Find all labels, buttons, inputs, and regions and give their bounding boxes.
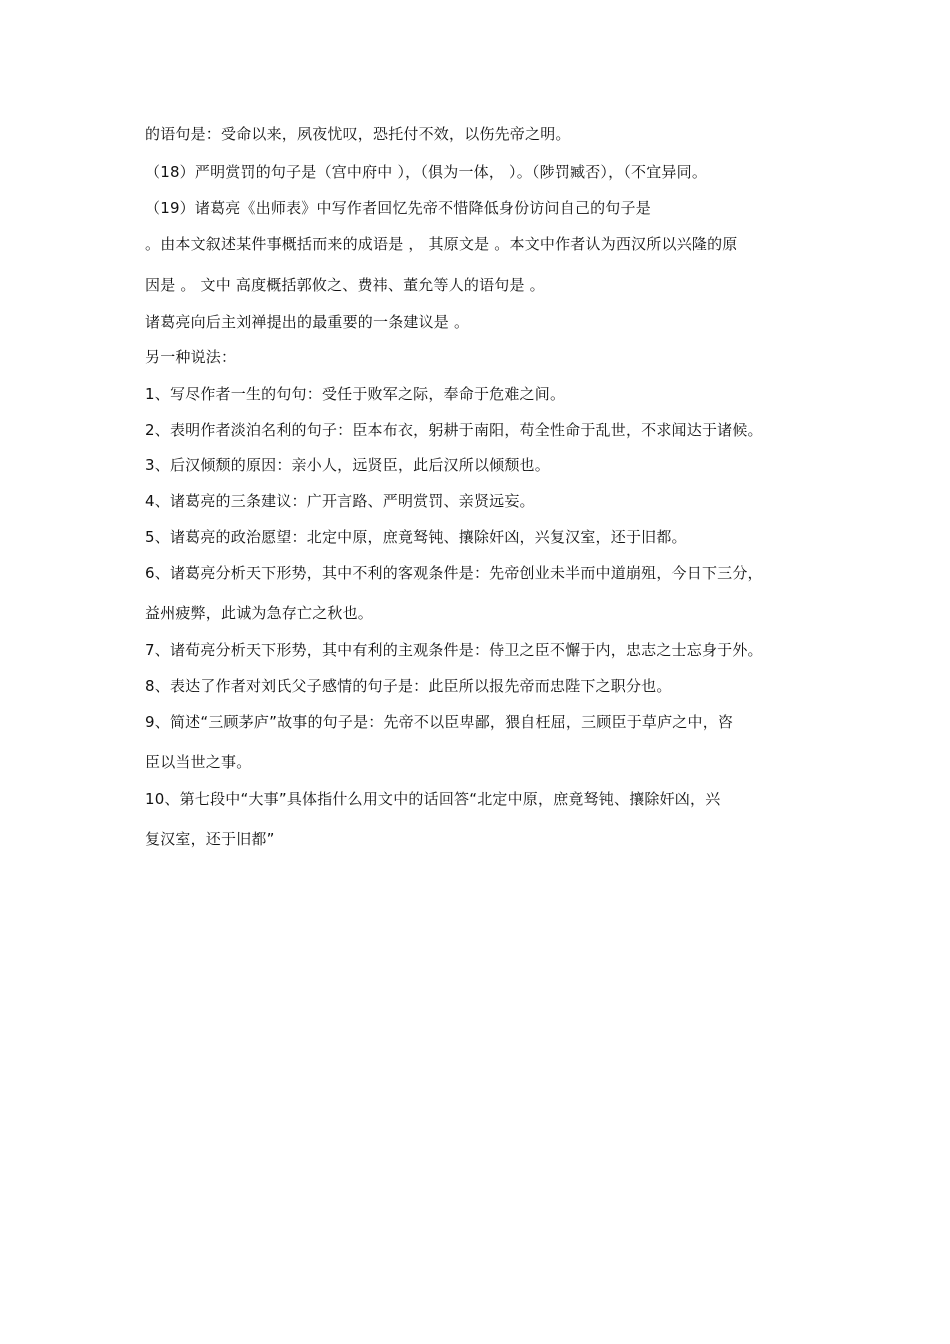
text-line: 3、后汉倾颓的原因：亲小人，远贤臣，此后汉所以倾颓也。 (145, 456, 550, 474)
text-line: 4、诸葛亮的三条建议：广开言路、严明赏罚、亲贤远妄。 (145, 492, 535, 510)
text-line: 2、表明作者淡泊名利的句子：臣本布衣，躬耕于南阳，苟全性命于乱世，不求闻达于诸候。 (145, 421, 763, 439)
text-line: 6、诸葛亮分析天下形势，其中不利的客观条件是：先帝创业未半而中道崩殂，今日下三分， (145, 564, 763, 582)
text-line: 10、第七段中“大事”具体指什么用文中的话回答“北定中原，庶竟驽钝、攘除奸凶，兴 (145, 790, 721, 808)
text-line: 复汉室，还于旧都” (145, 830, 275, 848)
text-line: 。由本文叙述某件事概括而来的成语是 ， 其原文是 。本文中作者认为西汉所以兴隆的原 (145, 235, 738, 253)
text-line: 5、诸葛亮的政治愿望：北定中原，庶竟驽钝、攘除奸凶，兴复汉室，还于旧都。 (145, 528, 687, 546)
text-line: （18）严明赏罚的句子是（宫中府中 ），（俱为一体， ）。（陟罚臧否），（不宜异同。 (145, 163, 708, 181)
text-line: 因是 。 文中 高度概括郭攸之、费祎、董允等人的语句是 。 (145, 276, 545, 294)
text-line: 臣以当世之事。 (145, 753, 252, 771)
text-line: 1、写尽作者一生的句句：受任于败军之际，奉命于危难之间。 (145, 385, 566, 403)
text-line: 8、表达了作者对刘氏父子感情的句子是：此臣所以报先帝而忠陛下之职分也。 (145, 677, 672, 695)
text-line: 另一种说法： (145, 348, 237, 366)
text-line: 9、简述“三顾茅庐”故事的句子是：先帝不以臣卑鄙，猥自枉屈，三顾臣于草庐之中，咨 (145, 713, 734, 731)
text-line: 诸葛亮向后主刘禅提出的最重要的一条建议是 。 (145, 313, 470, 331)
text-line: 的语句是：受命以来，夙夜忧叹，恐托付不效，以伤先帝之明。 (145, 125, 571, 143)
text-line: 益州疲弊，此诚为急存亡之秋也。 (145, 604, 374, 622)
text-line: （19）诸葛亮《出师表》中写作者回忆先帝不惜降低身份访问自己的句子是 (145, 199, 651, 217)
text-line: 7、诸荀亮分析天下形势，其中有利的主观条件是：侍卫之臣不懈于内，忠志之士忘身于外。 (145, 641, 763, 659)
